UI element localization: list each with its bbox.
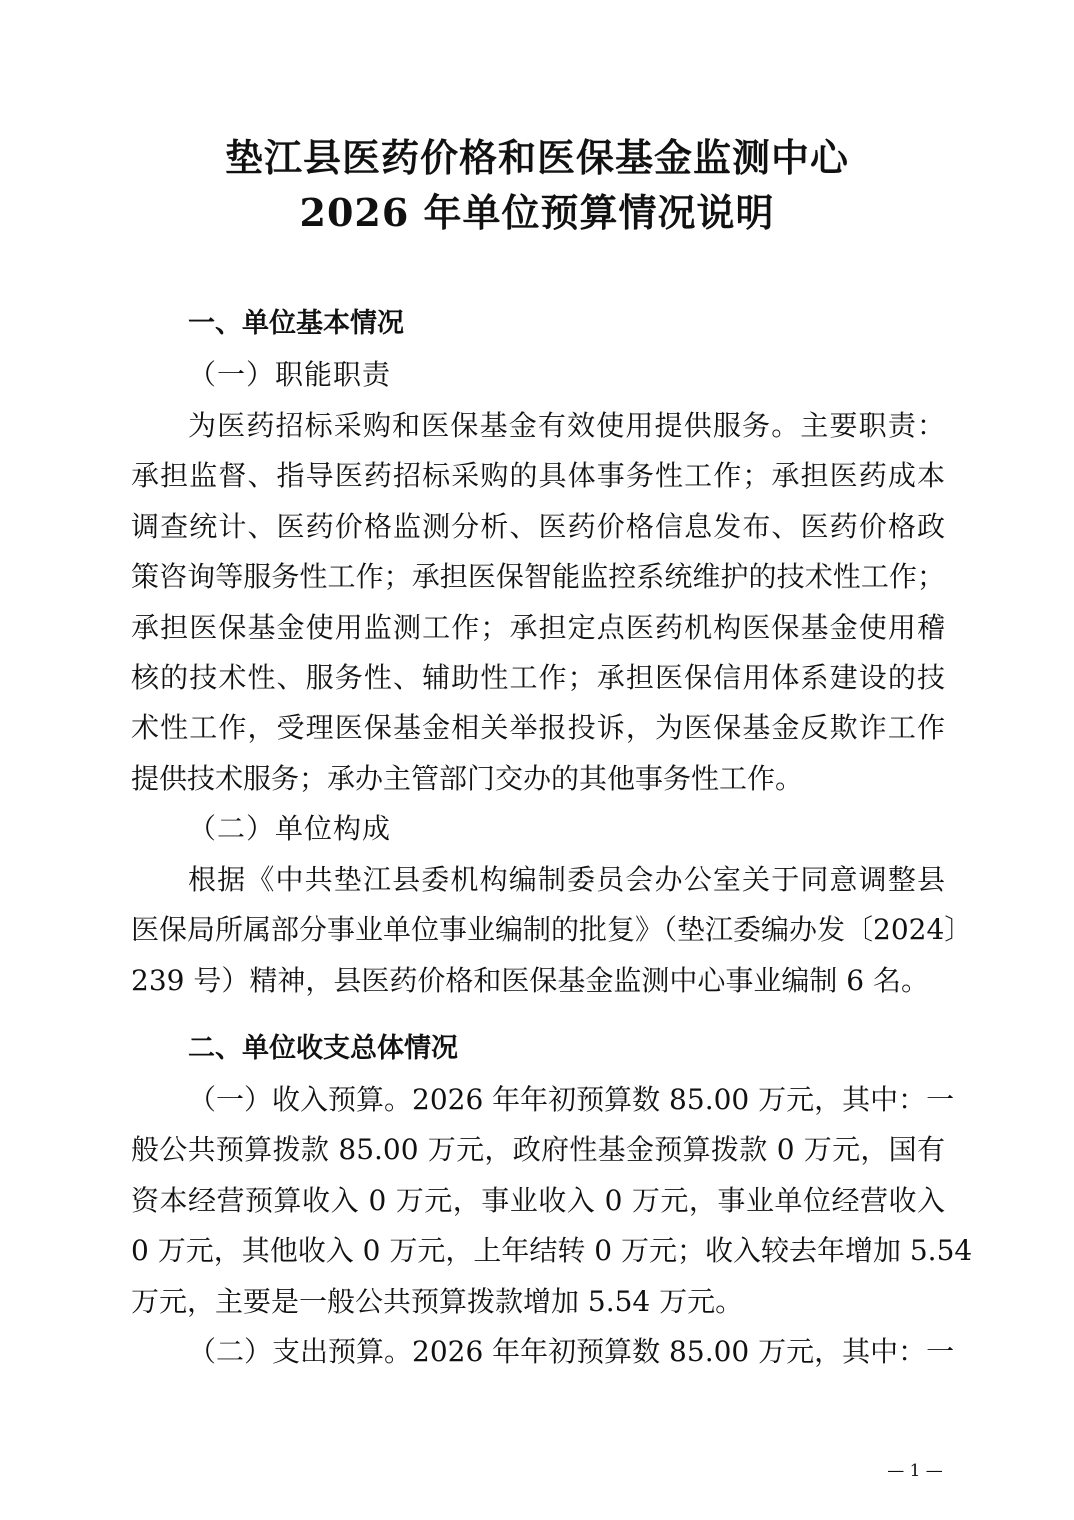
paragraph-line: 万元，主要是一般公共预算拨款增加 5.54 万元。 <box>131 1285 744 1318</box>
subsection-heading-composition: （二）单位构成 <box>188 812 392 845</box>
paragraph-line: 核的技术性、服务性、辅助性工作；承担医保信用体系建设的技 <box>131 661 945 694</box>
paragraph-line: 根据《中共垫江县委机构编制委员会办公室关于同意调整县 <box>188 863 945 896</box>
page-number: — 1 — <box>887 1461 943 1481</box>
document-title-line-2: 2026 年单位预算情况说明 <box>299 190 775 235</box>
paragraph-line: 术性工作，受理医保基金相关举报投诉，为医保基金反欺诈工作 <box>131 711 945 744</box>
paragraph-line: 资本经营预算收入 0 万元，事业收入 0 万元，事业单位经营收入 <box>131 1184 945 1217</box>
document-title-line-1: 垫江县医药价格和医保基金监测中心 <box>224 135 849 180</box>
paragraph-line: 239 号）精神，县医药价格和医保基金监测中心事业编制 6 名。 <box>131 964 929 997</box>
paragraph-line: 提供技术服务；承办主管部门交办的其他事务性工作。 <box>131 762 804 795</box>
subsection-heading-duties: （一）职能职责 <box>188 358 392 391</box>
paragraph-line: （一）收入预算。2026 年年初预算数 85.00 万元，其中：一 <box>188 1083 955 1116</box>
paragraph-line: 承担医保基金使用监测工作；承担定点医药机构医保基金使用稽 <box>131 611 945 644</box>
paragraph-line: 策咨询等服务性工作；承担医保智能监控系统维护的技术性工作； <box>131 560 945 593</box>
paragraph-line: 调查统计、医药价格监测分析、医药价格信息发布、医药价格政 <box>131 510 945 543</box>
paragraph-line: （二）支出预算。2026 年年初预算数 85.00 万元，其中：一 <box>188 1335 955 1368</box>
paragraph-line: 般公共预算拨款 85.00 万元，政府性基金预算拨款 0 万元，国有 <box>131 1133 945 1166</box>
paragraph-line: 承担监督、指导医药招标采购的具体事务性工作；承担医药成本 <box>131 459 945 492</box>
paragraph-line: 为医药招标采购和医保基金有效使用提供服务。主要职责： <box>188 409 945 442</box>
section-heading-budget-overview: 二、单位收支总体情况 <box>188 1033 458 1064</box>
paragraph-line: 医保局所属部分事业单位事业编制的批复》（垫江委编办发〔2024〕 <box>131 913 973 946</box>
paragraph-line: 0 万元，其他收入 0 万元，上年结转 0 万元；收入较去年增加 5.54 <box>131 1234 973 1267</box>
section-heading-basic-info: 一、单位基本情况 <box>188 308 404 339</box>
